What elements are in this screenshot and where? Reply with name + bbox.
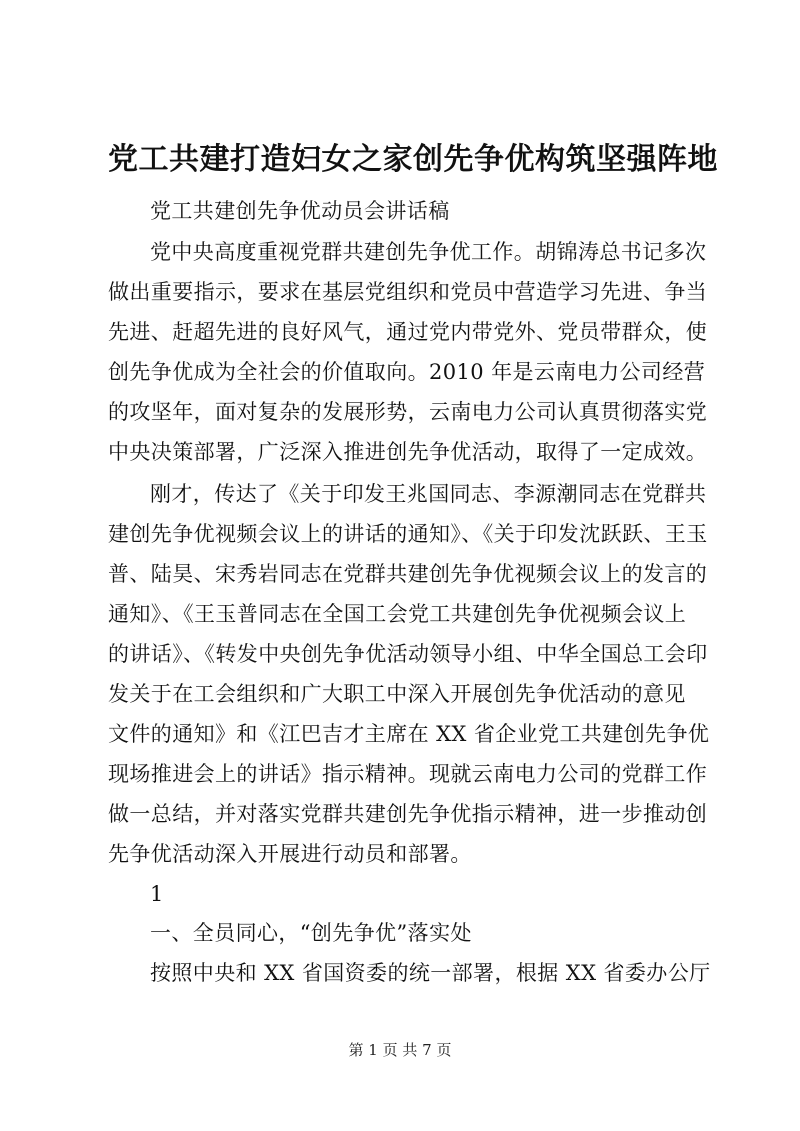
paragraph-line: 发关于在工会组织和广大职工中深入开展创先争优活动的意见 [108, 682, 686, 706]
paragraph-line: 普、陆昊、宋秀岩同志在党群共建创先争优视频会议上的发言的 [108, 562, 708, 586]
paragraph-line: 按照中央和 XX 省国资委的统一部署，根据 XX 省委办公厅 [150, 961, 711, 985]
paragraph-line: 文件的通知》和《江巴吉才主席在 XX 省企业党工共建创先争优 [108, 722, 710, 746]
paragraph-line: 的讲话》、《转发中央创先争优活动领导小组、中华全国总工会印 [108, 642, 708, 666]
paragraph-2 [108, 474, 708, 874]
document-subtitle: 党工共建创先争优动员会讲话稿 [150, 199, 450, 223]
document-title: 党工共建打造妇女之家创先争优构筑坚强阵地 [108, 142, 718, 177]
paragraph-3 [108, 953, 711, 993]
paragraph-line: 创先争优成为全社会的价值取向。2010 年是云南电力公司经营 [108, 360, 706, 384]
paragraph-line: 通知》、《王玉普同志在全国工会党工共建创先争优视频会议上 [108, 602, 687, 626]
paragraph-line: 现场推进会上的讲话》指示精神。现就云南电力公司的党群工作 [108, 762, 708, 786]
inline-page-marker: 1 [150, 882, 164, 906]
paragraph-line: 刚才，传达了《关于印发王兆国同志、李源潮同志在党群共 [150, 482, 707, 506]
paragraph-line: 的攻坚年，面对复杂的发展形势，云南电力公司认真贯彻落实党 [108, 400, 708, 424]
paragraph-line: 先争优活动深入开展进行动员和部署。 [108, 842, 472, 866]
paragraph-1 [108, 232, 708, 472]
paragraph-line: 中央决策部署，广泛深入推进创先争优活动，取得了一定成效。 [108, 440, 708, 464]
paragraph-line: 先进、赶超先进的良好风气，通过党内带党外、党员带群众，使 [108, 320, 708, 344]
section-heading: 一、全员同心，“创先争优”落实处 [150, 921, 472, 945]
paragraph-line: 党中央高度重视党群共建创先争优工作。胡锦涛总书记多次 [150, 240, 707, 264]
page-footer: 第 1 页 共 7 页 [348, 1041, 452, 1059]
paragraph-line: 做出重要指示，要求在基层党组织和党员中营造学习先进、争当 [108, 280, 708, 304]
paragraph-line: 做一总结，并对落实党群共建创先争优指示精神，进一步推动创 [108, 802, 708, 826]
paragraph-line: 建创先争优视频会议上的讲话的通知》、《关于印发沈跃跃、王玉 [108, 522, 708, 546]
